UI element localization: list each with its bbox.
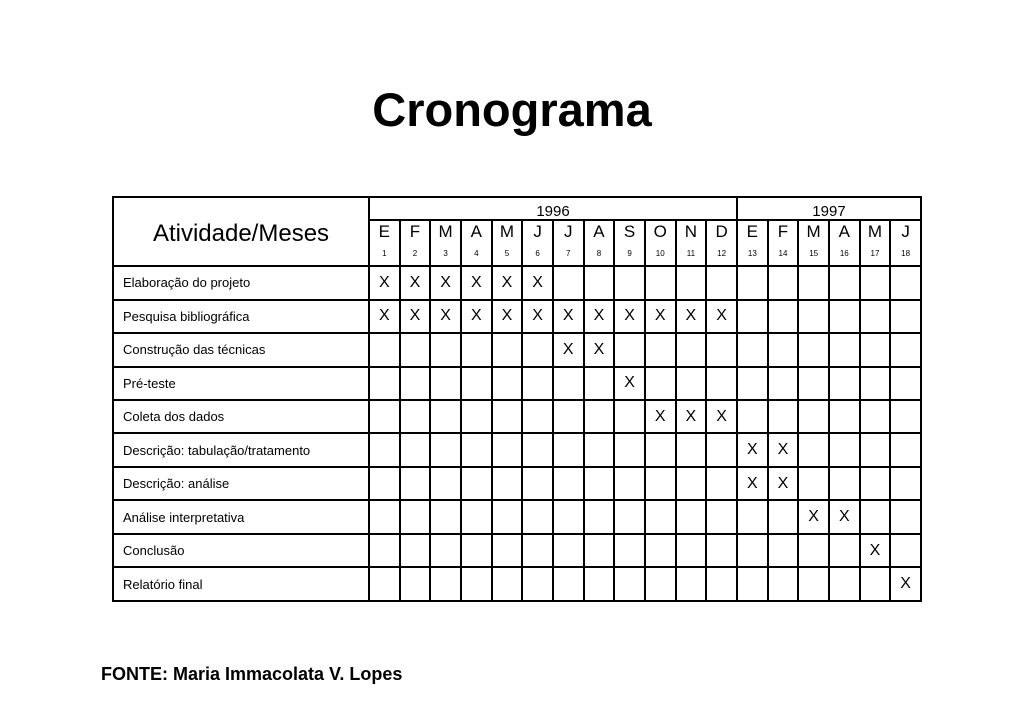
- schedule-cell: [860, 567, 891, 601]
- schedule-cell: [400, 333, 431, 366]
- activity-label: Elaboração do projeto: [113, 266, 369, 299]
- schedule-cell: [737, 567, 768, 601]
- schedule-cell: [430, 400, 461, 433]
- activity-row: [113, 400, 921, 433]
- schedule-cell: [553, 367, 584, 400]
- schedule-mark: X: [706, 400, 737, 433]
- schedule-cell: [645, 467, 676, 500]
- schedule-cell: [369, 567, 400, 601]
- schedule-cell: [430, 367, 461, 400]
- schedule-cell: [492, 333, 523, 366]
- schedule-mark: X: [737, 467, 768, 500]
- schedule-cell: [400, 500, 431, 533]
- schedule-cell: [676, 433, 707, 466]
- schedule-cell: [522, 500, 553, 533]
- month-label: M: [860, 220, 891, 242]
- month-number: 2: [400, 242, 431, 266]
- activity-row: [113, 534, 921, 567]
- schedule-cell: [461, 367, 492, 400]
- schedule-cell: [553, 433, 584, 466]
- schedule-cell: [890, 300, 921, 333]
- schedule-cell: [890, 467, 921, 500]
- schedule-mark: X: [369, 266, 400, 299]
- month-label: M: [430, 220, 461, 242]
- schedule-cell: [890, 433, 921, 466]
- month-label: N: [676, 220, 707, 242]
- month-label: M: [492, 220, 523, 242]
- schedule-cell: [522, 534, 553, 567]
- schedule-cell: [768, 500, 799, 533]
- schedule-cell: [584, 500, 615, 533]
- schedule-cell: [768, 266, 799, 299]
- schedule-cell: [798, 300, 829, 333]
- month-label: M: [798, 220, 829, 242]
- schedule-cell: [492, 534, 523, 567]
- schedule-cell: [584, 400, 615, 433]
- schedule-cell: [522, 467, 553, 500]
- schedule-cell: [706, 367, 737, 400]
- schedule-cell: [737, 367, 768, 400]
- schedule-cell: [768, 300, 799, 333]
- schedule-cell: [829, 300, 860, 333]
- activity-row: [113, 467, 921, 500]
- month-number: 12: [706, 242, 737, 266]
- schedule-cell: [584, 266, 615, 299]
- schedule-cell: [860, 400, 891, 433]
- schedule-cell: [676, 467, 707, 500]
- schedule-mark: X: [860, 534, 891, 567]
- schedule-cell: [369, 534, 400, 567]
- year-label: 1997: [737, 197, 921, 220]
- schedule-mark: X: [522, 300, 553, 333]
- schedule-cell: [461, 467, 492, 500]
- schedule-table: [112, 196, 922, 602]
- schedule-mark: X: [461, 300, 492, 333]
- month-label: S: [614, 220, 645, 242]
- schedule-mark: X: [614, 300, 645, 333]
- source-note: FONTE: Maria Immacolata V. Lopes: [101, 664, 403, 684]
- schedule-cell: [737, 300, 768, 333]
- schedule-cell: [461, 333, 492, 366]
- schedule-cell: [553, 567, 584, 601]
- activity-row: [113, 367, 921, 400]
- year-label: 1996: [369, 197, 737, 220]
- schedule-cell: [706, 534, 737, 567]
- month-number: 10: [645, 242, 676, 266]
- schedule-cell: [400, 467, 431, 500]
- month-label: J: [890, 220, 921, 242]
- schedule-cell: [737, 534, 768, 567]
- schedule-cell: [676, 333, 707, 366]
- schedule-mark: X: [645, 300, 676, 333]
- schedule-cell: [430, 467, 461, 500]
- schedule-cell: [522, 333, 553, 366]
- month-label: O: [645, 220, 676, 242]
- schedule-cell: [860, 367, 891, 400]
- schedule-mark: X: [768, 467, 799, 500]
- schedule-mark: X: [400, 266, 431, 299]
- schedule-cell: [430, 433, 461, 466]
- schedule-cell: [706, 467, 737, 500]
- schedule-cell: [768, 400, 799, 433]
- schedule-cell: [492, 467, 523, 500]
- schedule-cell: [645, 534, 676, 567]
- schedule-cell: [522, 400, 553, 433]
- schedule-cell: [860, 300, 891, 333]
- schedule-mark: X: [461, 266, 492, 299]
- schedule-cell: [676, 266, 707, 299]
- schedule-cell: [553, 400, 584, 433]
- activity-label: Descrição: tabulação/tratamento: [113, 433, 369, 466]
- schedule-cell: [430, 534, 461, 567]
- schedule-cell: [614, 467, 645, 500]
- month-number: 3: [430, 242, 461, 266]
- schedule-cell: [522, 367, 553, 400]
- schedule-cell: [890, 367, 921, 400]
- schedule-cell: [400, 534, 431, 567]
- schedule-cell: [584, 433, 615, 466]
- month-number: 15: [798, 242, 829, 266]
- schedule-cell: [400, 433, 431, 466]
- schedule-cell: [860, 500, 891, 533]
- schedule-cell: [798, 433, 829, 466]
- activity-row: [113, 433, 921, 466]
- schedule-mark: X: [890, 567, 921, 601]
- schedule-cell: [860, 333, 891, 366]
- schedule-cell: [553, 534, 584, 567]
- month-number: 9: [614, 242, 645, 266]
- month-number: 11: [676, 242, 707, 266]
- schedule-cell: [645, 266, 676, 299]
- month-label: A: [829, 220, 860, 242]
- schedule-cell: [706, 500, 737, 533]
- schedule-cell: [829, 567, 860, 601]
- schedule-cell: [676, 500, 707, 533]
- schedule-cell: [614, 534, 645, 567]
- schedule-cell: [369, 333, 400, 366]
- schedule-cell: [492, 367, 523, 400]
- schedule-cell: [798, 367, 829, 400]
- month-label: J: [522, 220, 553, 242]
- schedule-mark: X: [768, 433, 799, 466]
- activity-row: [113, 567, 921, 601]
- schedule-cell: [614, 266, 645, 299]
- schedule-cell: [614, 567, 645, 601]
- activity-label: Construção das técnicas: [113, 333, 369, 366]
- month-label: E: [737, 220, 768, 242]
- schedule-cell: [400, 367, 431, 400]
- schedule-cell: [860, 433, 891, 466]
- schedule-cell: [553, 467, 584, 500]
- activity-label: Pesquisa bibliográfica: [113, 300, 369, 333]
- schedule-cell: [645, 433, 676, 466]
- schedule-cell: [860, 467, 891, 500]
- month-number: 16: [829, 242, 860, 266]
- month-label: F: [768, 220, 799, 242]
- schedule-mark: X: [553, 300, 584, 333]
- month-label: J: [553, 220, 584, 242]
- month-number: 4: [461, 242, 492, 266]
- schedule-cell: [553, 500, 584, 533]
- schedule-cell: [798, 400, 829, 433]
- schedule-cell: [461, 534, 492, 567]
- month-label: D: [706, 220, 737, 242]
- schedule-cell: [369, 367, 400, 400]
- month-label: A: [584, 220, 615, 242]
- schedule-cell: [798, 467, 829, 500]
- month-number: 1: [382, 248, 387, 258]
- schedule-cell: [737, 333, 768, 366]
- schedule-cell: [706, 266, 737, 299]
- activity-label: Coleta dos dados: [113, 400, 369, 433]
- schedule-cell: [522, 433, 553, 466]
- activity-label: Relatório final: [113, 567, 369, 601]
- schedule-cell: [798, 333, 829, 366]
- schedule-cell: [829, 266, 860, 299]
- schedule-cell: [706, 567, 737, 601]
- schedule-cell: [645, 333, 676, 366]
- schedule-cell: [461, 400, 492, 433]
- schedule-cell: [553, 266, 584, 299]
- schedule-mark: X: [492, 300, 523, 333]
- schedule-mark: X: [430, 300, 461, 333]
- schedule-cell: [369, 433, 400, 466]
- schedule-cell: [430, 333, 461, 366]
- year-row: [113, 197, 921, 220]
- schedule-cell: [369, 467, 400, 500]
- schedule-cell: [860, 266, 891, 299]
- month-number: 5: [492, 242, 523, 266]
- activity-row: [113, 300, 921, 333]
- activity-row: [113, 266, 921, 299]
- schedule-cell: [737, 400, 768, 433]
- schedule-mark: X: [522, 266, 553, 299]
- schedule-mark: X: [584, 333, 615, 366]
- schedule-cell: [461, 500, 492, 533]
- schedule-cell: [614, 400, 645, 433]
- schedule-cell: [890, 534, 921, 567]
- schedule-cell: [768, 367, 799, 400]
- schedule-cell: [400, 400, 431, 433]
- month-number: 17: [860, 242, 891, 266]
- schedule-cell: [492, 433, 523, 466]
- schedule-cell: [614, 433, 645, 466]
- schedule-cell: [768, 567, 799, 601]
- activity-row: [113, 500, 921, 533]
- schedule-cell: [676, 367, 707, 400]
- schedule-cell: [492, 500, 523, 533]
- schedule-cell: [584, 567, 615, 601]
- schedule-cell: [584, 534, 615, 567]
- activity-label: Análise interpretativa: [113, 500, 369, 533]
- schedule-cell: [890, 266, 921, 299]
- activity-label: Conclusão: [113, 534, 369, 567]
- month-number: 8: [584, 242, 615, 266]
- schedule-cell: [584, 467, 615, 500]
- schedule-cell: [369, 500, 400, 533]
- schedule-mark: X: [553, 333, 584, 366]
- schedule-cell: [492, 567, 523, 601]
- schedule-cell: [614, 333, 645, 366]
- schedule-cell: [584, 367, 615, 400]
- month-label: A: [461, 220, 492, 242]
- schedule-cell: [768, 534, 799, 567]
- schedule-cell: [829, 333, 860, 366]
- schedule-mark: X: [737, 433, 768, 466]
- schedule-mark: X: [676, 300, 707, 333]
- month-number: 6: [522, 242, 553, 266]
- page-title: Cronograma: [372, 83, 652, 136]
- schedule-cell: [829, 467, 860, 500]
- schedule-cell: [676, 567, 707, 601]
- schedule-mark: X: [706, 300, 737, 333]
- schedule-cell: [829, 367, 860, 400]
- schedule-cell: [676, 534, 707, 567]
- schedule-cell: [829, 400, 860, 433]
- schedule-cell: [492, 400, 523, 433]
- schedule-mark: X: [798, 500, 829, 533]
- schedule-mark: X: [829, 500, 860, 533]
- schedule-mark: X: [614, 367, 645, 400]
- schedule-cell: [890, 400, 921, 433]
- schedule-cell: [645, 567, 676, 601]
- month-number: 18: [890, 242, 921, 266]
- schedule-cell: [645, 500, 676, 533]
- schedule-cell: [461, 567, 492, 601]
- schedule-cell: [798, 266, 829, 299]
- schedule-cell: [430, 567, 461, 601]
- schedule-cell: [737, 266, 768, 299]
- schedule-mark: X: [676, 400, 707, 433]
- schedule-cell: [829, 534, 860, 567]
- schedule-cell: [461, 433, 492, 466]
- schedule-cell: [369, 400, 400, 433]
- schedule-cell: [706, 433, 737, 466]
- activity-label: Pré-teste: [113, 367, 369, 400]
- schedule-cell: [522, 567, 553, 601]
- schedule-mark: X: [492, 266, 523, 299]
- schedule-cell: [706, 333, 737, 366]
- schedule-cell: [890, 333, 921, 366]
- activity-label: Descrição: análise: [113, 467, 369, 500]
- schedule-mark: X: [400, 300, 431, 333]
- schedule-mark: X: [645, 400, 676, 433]
- activity-header: Atividade/Meses: [113, 197, 369, 266]
- schedule-cell: [829, 433, 860, 466]
- month-number: 13: [737, 242, 768, 266]
- schedule-cell: [890, 500, 921, 533]
- activity-row: [113, 333, 921, 366]
- schedule-cell: [400, 567, 431, 601]
- month-label: E: [378, 221, 390, 241]
- schedule-cell: [430, 500, 461, 533]
- schedule-mark: X: [584, 300, 615, 333]
- schedule-cell: [798, 567, 829, 601]
- month-label: F: [400, 220, 431, 242]
- schedule-mark: X: [430, 266, 461, 299]
- schedule-cell: [645, 367, 676, 400]
- schedule-cell: [768, 333, 799, 366]
- schedule-cell: [737, 500, 768, 533]
- schedule-cell: [798, 534, 829, 567]
- schedule-cell: [614, 500, 645, 533]
- month-number: 7: [553, 242, 584, 266]
- month-number: 14: [768, 242, 799, 266]
- schedule-mark: X: [369, 300, 400, 333]
